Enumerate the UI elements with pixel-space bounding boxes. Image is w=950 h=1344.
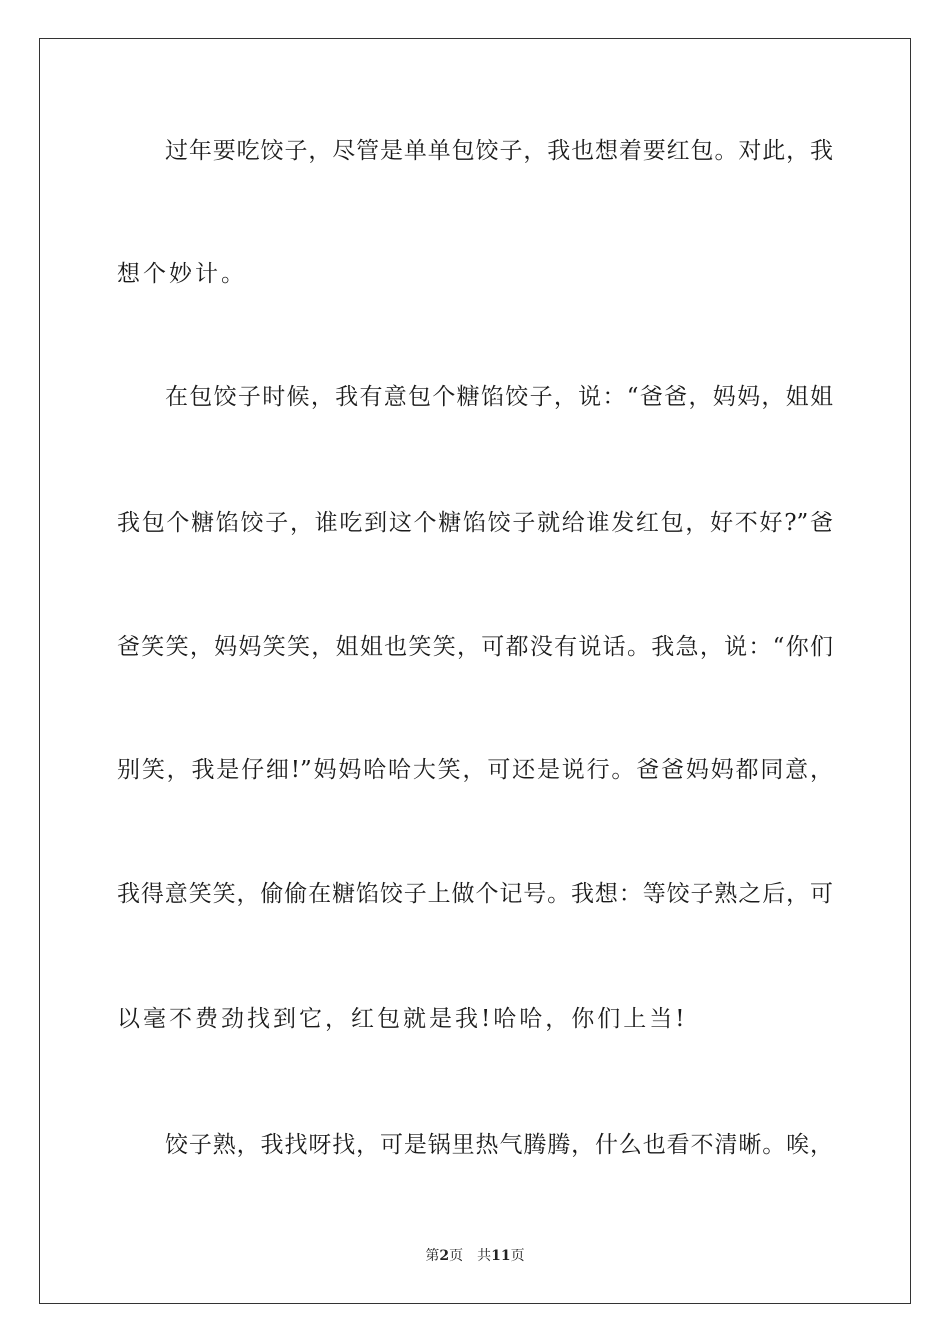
paragraph-1-line-1: 过年要吃饺子，尽管是单单包饺子，我也想着要红包。对此，我 — [165, 138, 833, 164]
paragraph-2-line-4: 别笑，我是仔细!”妈妈哈哈大笑，可还是说行。爸爸妈妈都同意， — [117, 757, 833, 783]
page-total-prefix: 共 — [477, 1248, 492, 1264]
page-total-count: 11 — [491, 1248, 511, 1264]
paragraph-2-line-5: 我得意笑笑，偷偷在糖馅饺子上做个记号。我想：等饺子熟之后，可 — [117, 881, 833, 907]
page-footer — [0, 1247, 950, 1265]
paragraph-3-line-1: 饺子熟，我找呀找，可是锅里热气腾腾，什么也看不清晰。唉， — [165, 1132, 833, 1158]
paragraph-2-line-2: 我包个糖馅饺子，谁吃到这个糖馅饺子就给谁发红包，好不好?”爸 — [117, 510, 833, 536]
page-number-suffix: 页 — [449, 1248, 464, 1264]
page-number-prefix: 第 — [425, 1248, 440, 1264]
paragraph-2-line-3: 爸笑笑，妈妈笑笑，姐姐也笑笑，可都没有说话。我急，说：“你们 — [117, 634, 833, 660]
page-frame — [39, 38, 911, 1304]
paragraph-2-line-6: 以毫不费劲找到它，红包就是我!哈哈，你们上当! — [117, 1006, 688, 1032]
page-total-suffix: 页 — [510, 1248, 525, 1264]
page-number-current: 2 — [439, 1248, 450, 1264]
paragraph-1-line-2: 想个妙计。 — [117, 261, 247, 287]
paragraph-2-line-1: 在包饺子时候，我有意包个糖馅饺子，说：“爸爸，妈妈，姐姐 — [165, 384, 833, 410]
